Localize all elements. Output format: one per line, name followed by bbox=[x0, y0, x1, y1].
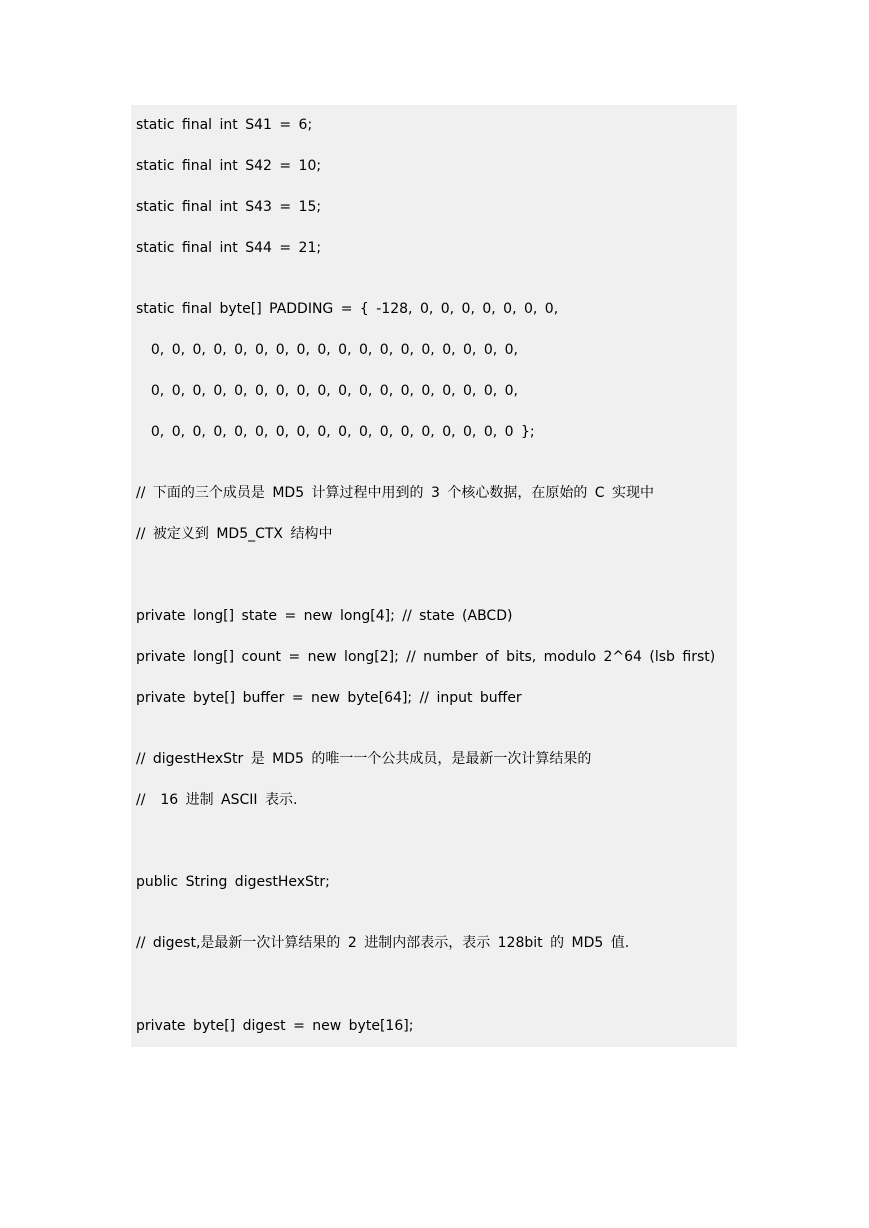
code-line-s41: static final int S41 = 6; bbox=[136, 117, 313, 133]
code-line-state: private long[] state = new long[4]; // state (ABCD) bbox=[136, 608, 513, 624]
code-comment-digest: // digest,是最新一次计算结果的 2 进制内部表示，表示 128bit 的 MD5 值. bbox=[136, 935, 630, 951]
code-comment-digest-hex-str: // digestHexStr 是 MD5 的唯一一个公共成员，是最新一次计算结果的 bbox=[136, 751, 592, 767]
code-line-count: private long[] count = new long[2]; // number of bits, modulo 2^64 (lsb first) bbox=[136, 649, 716, 665]
code-line-s43: static final int S43 = 15; bbox=[136, 199, 322, 215]
code-line-digest: private byte[] digest = new byte[16]; bbox=[136, 1018, 414, 1034]
code-line-buffer: private byte[] buffer = new byte[64]; // input buffer bbox=[136, 690, 522, 706]
code-line-padding-declaration: static final byte[] PADDING = { -128, 0, 0, 0, 0, 0, 0, 0, bbox=[136, 301, 559, 317]
code-comment-md5-ctx: // 被定义到 MD5_CTX 结构中 bbox=[136, 526, 333, 542]
code-line-padding-row-3: 0, 0, 0, 0, 0, 0, 0, 0, 0, 0, 0, 0, 0, 0, 0, 0, 0, 0 }; bbox=[136, 424, 535, 440]
code-comment-core-data: // 下面的三个成员是 MD5 计算过程中用到的 3 个核心数据，在原始的 C 实现中 bbox=[136, 485, 655, 501]
code-line-padding-row-1: 0, 0, 0, 0, 0, 0, 0, 0, 0, 0, 0, 0, 0, 0, 0, 0, 0, 0, bbox=[136, 342, 518, 358]
code-line-s44: static final int S44 = 21; bbox=[136, 240, 322, 256]
code-line-s42: static final int S42 = 10; bbox=[136, 158, 322, 174]
code-block bbox=[131, 105, 737, 1047]
code-comment-hex-ascii: // 16 进制 ASCII 表示. bbox=[136, 792, 298, 808]
code-line-padding-row-2: 0, 0, 0, 0, 0, 0, 0, 0, 0, 0, 0, 0, 0, 0, 0, 0, 0, 0, bbox=[136, 383, 518, 399]
code-line-digest-hex-str: public String digestHexStr; bbox=[136, 874, 330, 890]
